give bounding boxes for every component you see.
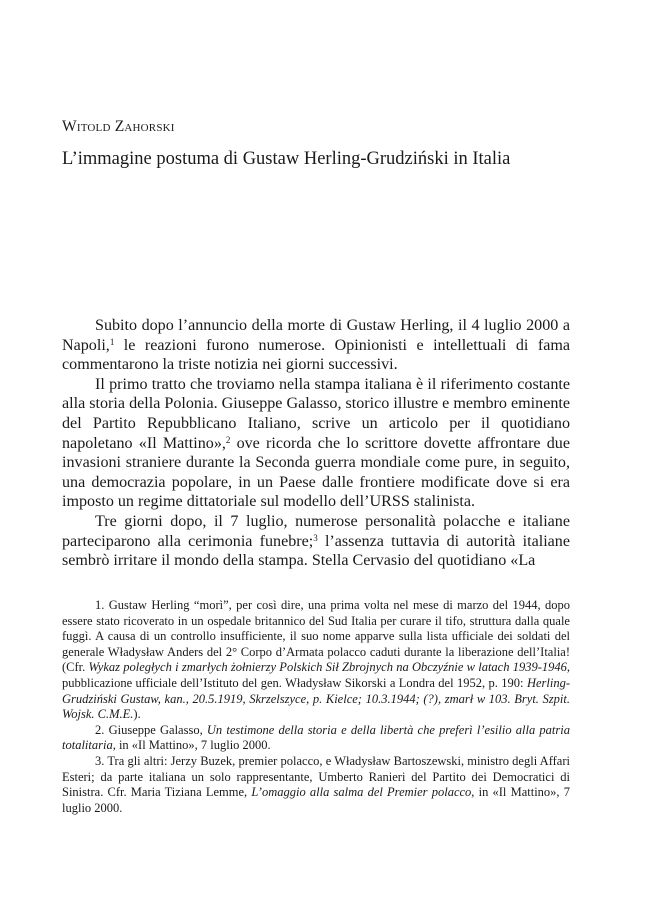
footnote-1-text-a: 1. Gustaw Herling “morì”, per così dire, una prima volta nel mese di marzo del 1944, dopo essere stato ricoverato in un ospedale britannico del Sud Italia per curare il tifo, struttura dalla quale fuggì. A causa di un controllo insufficiente, il suo nome apparve sulla lista ufficiale dei soldati del generale Władysław Anders del 2° Corpo d’Armata polacco caduti durante la liberazione dell’Italia! (Cfr. (62, 598, 570, 675)
footnote-ref-1: 1 (109, 336, 115, 347)
paragraph-2-text-a: Il primo tratto che troviamo nella stampa italiana è il riferimento costante alla storia della Polonia. Giuseppe Galasso, storico illustre e membro eminente del Partito Repubblicano Italiano, scrive un articolo per il quotidiano napoletano «Il Mattino», (62, 375, 570, 452)
footnote-2-text-b: , in «Il Mattino», 7 luglio 2000. (112, 738, 271, 753)
paragraph-3-text-b: l’assenza tuttavia di autorità italiane sembrò irritare il mondo della stampa. Stella Cervasio del quotidiano «La (62, 532, 570, 570)
paragraph-1-text-a: Subito dopo l’annuncio della morte di Gustaw Herling, il 4 luglio 2000 a Napoli, (62, 317, 570, 354)
footnote-2 (62, 723, 570, 754)
paragraph-1-text-b: le reazioni furono numerose. Opinionisti e intellettuali di fama commentarono la triste notizia nei giorni successivi. (62, 336, 570, 374)
footnote-1-text-b: , pubblicazione ufficiale dell’Istituto del gen. Władysław Sikorski a Londra del 1952, p. 190: (62, 660, 571, 690)
paragraph-1 (62, 316, 570, 375)
footnote-3-text-b: , in «Il Mattino», 7 luglio 2000. (62, 785, 570, 815)
footnote-3 (62, 754, 570, 816)
author-name: Witold Zahorski (62, 118, 175, 135)
paragraph-2-text-b: ove ricorda che lo scrittore dovette affrontare due invasioni straniere durante la Seconda guerra mondiale come pure, in seguito, una democrazia popolare, in un Paese dalle frontiere modificate dove si era imposto un regime dittatoriale sul modello dell’URSS stalinista. (62, 434, 571, 511)
footnote-2-italic-title: Un testimone della storia e della libertà che preferì l’esilio alla patria totalitaria (62, 722, 570, 753)
paragraph-2 (62, 375, 570, 512)
footnote-1-italic-entry: Herling-Grudziński Gustaw, kan., 20.5.1919, Skrzelszyce, p. Kielce; 10.3.1944; (?), zmarł w 103. Bryt. Szpit. Wojsk. C.M.E. (62, 675, 570, 722)
footnote-1 (62, 598, 570, 723)
footnote-2-text-a: 2. Giuseppe Galasso, (95, 722, 207, 737)
footnote-3-text-a: 3. Tra gli altri: Jerzy Buzek, premier polacco, e Władysław Bartoszewski, ministro degli Affari Esteri; da parte italiana un solo rappresentante, Umberto Ranieri del Partito dei Democratici di Sinistra. Cfr. Maria Tiziana Lemme, (62, 753, 570, 800)
footnote-3-italic-title: L’omaggio alla salma del Premier polacco (251, 785, 472, 800)
article-title: L’immagine postuma di Gustaw Herling-Grudziński in Italia (62, 149, 511, 169)
paragraph-3-text-a: Tre giorni dopo, il 7 luglio, numerose personalità polacche e italiane parteciparono alla cerimonia funebre; (62, 512, 570, 550)
article-body (62, 316, 570, 571)
footnote-1-text-c: ). (133, 707, 141, 722)
footnotes (62, 598, 570, 816)
footnote-1-italic-title: Wykaz poległych i zmarłych żołnierzy Polskich Sił Zbrojnych na Obczyźnie w latach 1939-1946 (88, 660, 567, 675)
page (62, 0, 570, 910)
footnote-ref-3: 3 (313, 532, 318, 543)
paragraph-3 (62, 512, 570, 571)
footnote-ref-2: 2 (225, 434, 231, 445)
